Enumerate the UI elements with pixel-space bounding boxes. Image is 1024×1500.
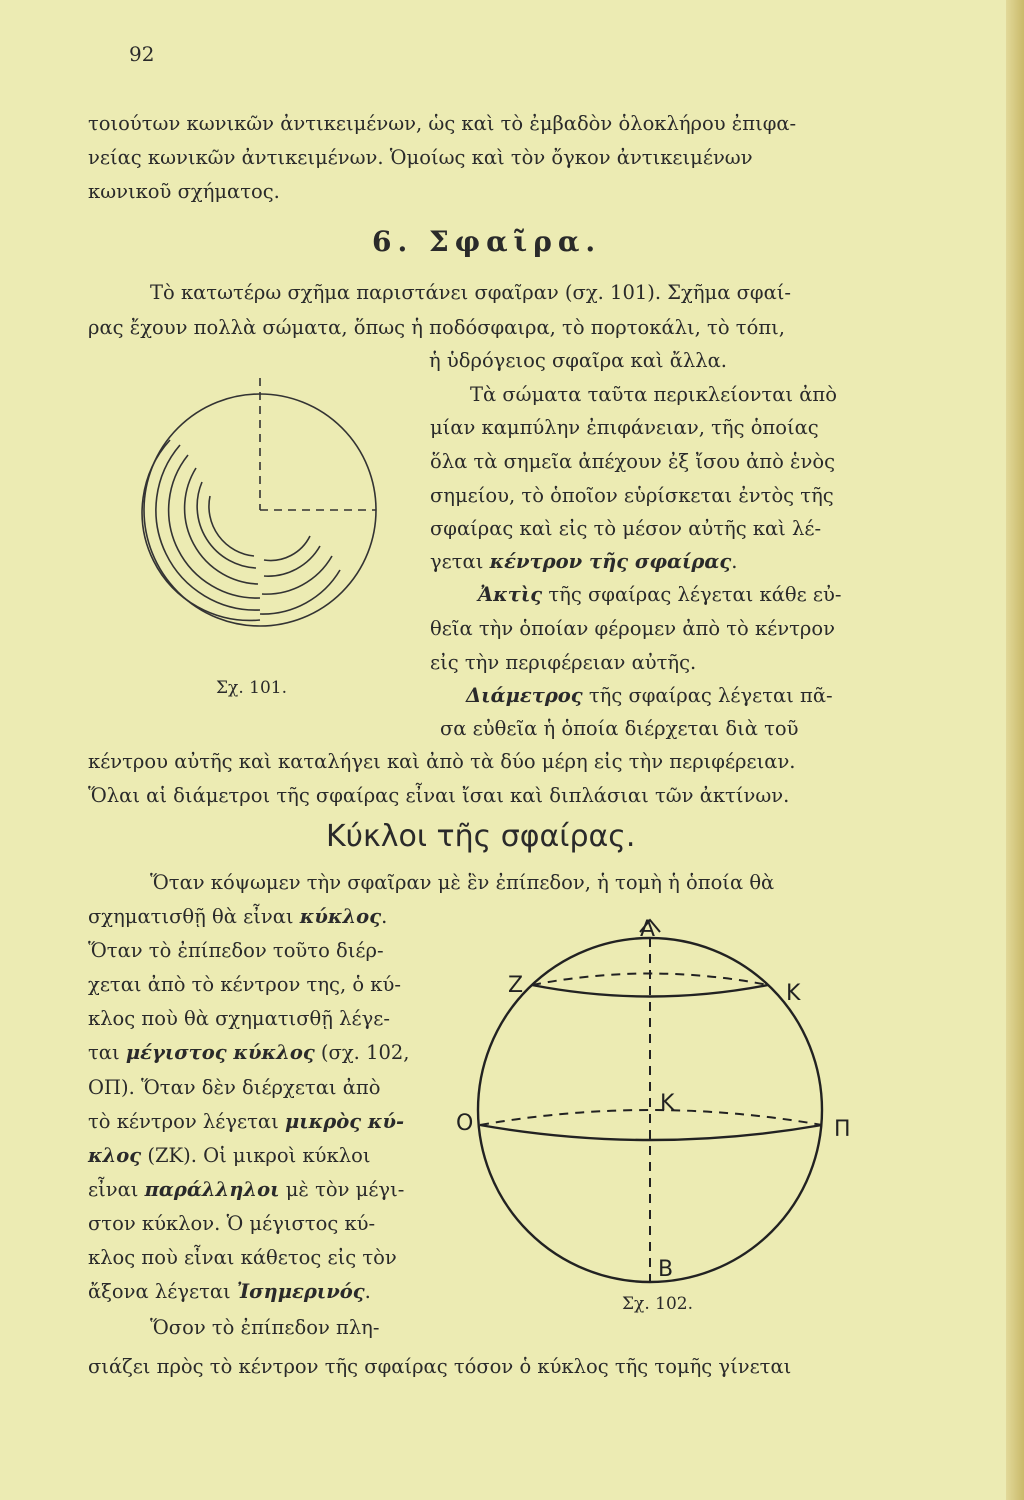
text-line: θεῖα τὴν ὁποίαν φέρομεν ἀπὸ τὸ κέντρον [430,617,835,640]
term-equator: Ἰσημερινός [236,1280,365,1303]
concentric-arc [209,496,254,556]
label-Z: Z [508,973,524,998]
term-small-circle-end: κλος [88,1144,142,1167]
text-line: σφαίρας καὶ εἰς τὸ μέσον αὐτῆς καὶ λέ- [430,517,822,540]
text-line: στον κύκλον. Ὁ μέγιστος κύ- [88,1212,376,1235]
text-line: Ὅταν τὸ ἐπίπεδον τοῦτο διέρ- [88,939,384,962]
page-number: 92 [129,42,155,66]
text-line: κλος ποὺ εἶναι κάθετος εἰς τὸν [88,1246,397,1269]
text-line: τοιούτων κωνικῶν ἀντικειμένων, ὡς καὶ τὸ ἐμβαδὸν ὁλοκλήρου ἐπιφα- [88,112,797,135]
term-great-circle: μέγιστος κύκλος [125,1041,315,1064]
concentric-arc [169,455,260,598]
term-diameter: Διάμετρος [466,684,583,707]
term-small-circle: μικρὸς κύ- [284,1110,405,1133]
text-line: χεται ἀπὸ τὸ κέντρον της, ὁ κύ- [88,973,401,996]
concentric-arc [262,556,332,594]
text-line: κλος (ΖΚ). Οἱ μικροὶ κύκλοι [88,1144,371,1167]
text-line: κωνικοῦ σχήματος. [88,180,280,203]
text-line: εἰς τὴν περιφέρειαν αὐτῆς. [430,651,697,674]
label-B: B [658,1257,674,1282]
term-circle: κύκλος [299,905,382,928]
page-edge-shadow [1006,0,1024,1500]
text-line: Ὅλαι αἱ διάμετροι τῆς σφαίρας εἶναι ἴσαι καὶ διπλάσιαι τῶν ἀκτίνων. [88,784,790,807]
text-line: κλος ποὺ θὰ σχηματισθῇ λέγε- [88,1007,390,1030]
text-line: κέντρου αὐτῆς καὶ καταλήγει καὶ ἀπὸ τὰ δύο μέρη εἰς τὴν περιφέρειαν. [88,750,796,773]
label-O: O [456,1111,474,1136]
subheading: Κύκλοι τῆς σφαίρας. [326,819,636,854]
text-line: ἄξονα λέγεται Ἰσημερινός. [88,1280,371,1303]
text-line: ρας ἔχουν πολλὰ σώματα, ὅπως ἡ ποδόσφαιρα, τὸ πορτοκάλι, τὸ τόπι, [88,316,785,339]
label-P: Π [834,1117,851,1142]
text-line: Διάμετρος τῆς σφαίρας λέγεται πᾶ- [466,684,833,707]
text-line: ὅλα τὰ σημεῖα ἀπέχουν ἐξ ἴσου ἀπὸ ἑνὸς [430,450,836,473]
label-A: A [640,917,656,942]
text-line: Ἀκτὶς τῆς σφαίρας λέγεται κάθε εὐ- [478,583,842,606]
text-line: Τὸ κατωτέρω σχῆμα παριστάνει σφαῖραν (σχ. 101). Σχῆμα σφαί- [150,281,791,304]
text-line: ται μέγιστος κύκλος (σχ. 102, [88,1041,410,1064]
text-line: σιάζει πρὸς τὸ κέντρον τῆς σφαίρας τόσον ὁ κύκλος τῆς τομῆς γίνεται [88,1355,792,1378]
text-line: Ὅταν κόψωμεν τὴν σφαῖραν μὲ ἓν ἐπίπεδον, ἡ τομὴ ἡ ὁποία θὰ [150,871,775,894]
text-line: νείας κωνικῶν ἀντικειμένων. Ὁμοίως καὶ τὸν ὄγκον ἀντικειμένων [88,146,753,169]
text-line: σχηματισθῇ θὰ εἶναι κύκλος. [88,905,388,928]
figure-102-caption: Σχ. 102. [622,1294,693,1314]
text-line: Ὅσον τὸ ἐπίπεδον πλη- [150,1316,380,1339]
text-line: Τὰ σώματα ταῦτα περικλείονται ἀπὸ [470,383,837,406]
term-center: κέντρον τῆς σφαίρας [489,550,732,573]
text-line: ΟΠ). Ὅταν δὲν διέρχεται ἀπὸ [88,1076,381,1099]
term-radius: Ἀκτὶς [478,583,543,606]
figure-102-sphere [450,910,880,1290]
term-parallel: παράλληλοι [144,1178,280,1201]
text-line: τὸ κέντρον λέγεται μικρὸς κύ- [88,1110,405,1133]
text-line: σα εὐθεῖα ἡ ὁποία διέρχεται διὰ τοῦ [440,717,799,740]
figure-101-sphere [140,370,410,650]
text-line: γεται κέντρον τῆς σφαίρας. [430,550,738,573]
text-line: ἡ ὑδρόγειος σφαῖρα καὶ ἄλλα. [429,349,728,372]
text-line: μίαν καμπύλην ἐπιφάνειαν, τῆς ὁποίας [430,416,819,439]
label-K-center: K [660,1091,675,1116]
concentric-arc [264,536,310,560]
text-line: σημείου, τὸ ὁποῖον εὑρίσκεται ἐντὸς τῆς [430,484,834,507]
figure-101-caption: Σχ. 101. [216,678,287,698]
text-line: εἶναι παράλληλοι μὲ τὸν μέγι- [88,1178,405,1201]
label-K-top: K [786,981,801,1006]
section-heading: 6. Σφαῖρα. [372,225,602,258]
